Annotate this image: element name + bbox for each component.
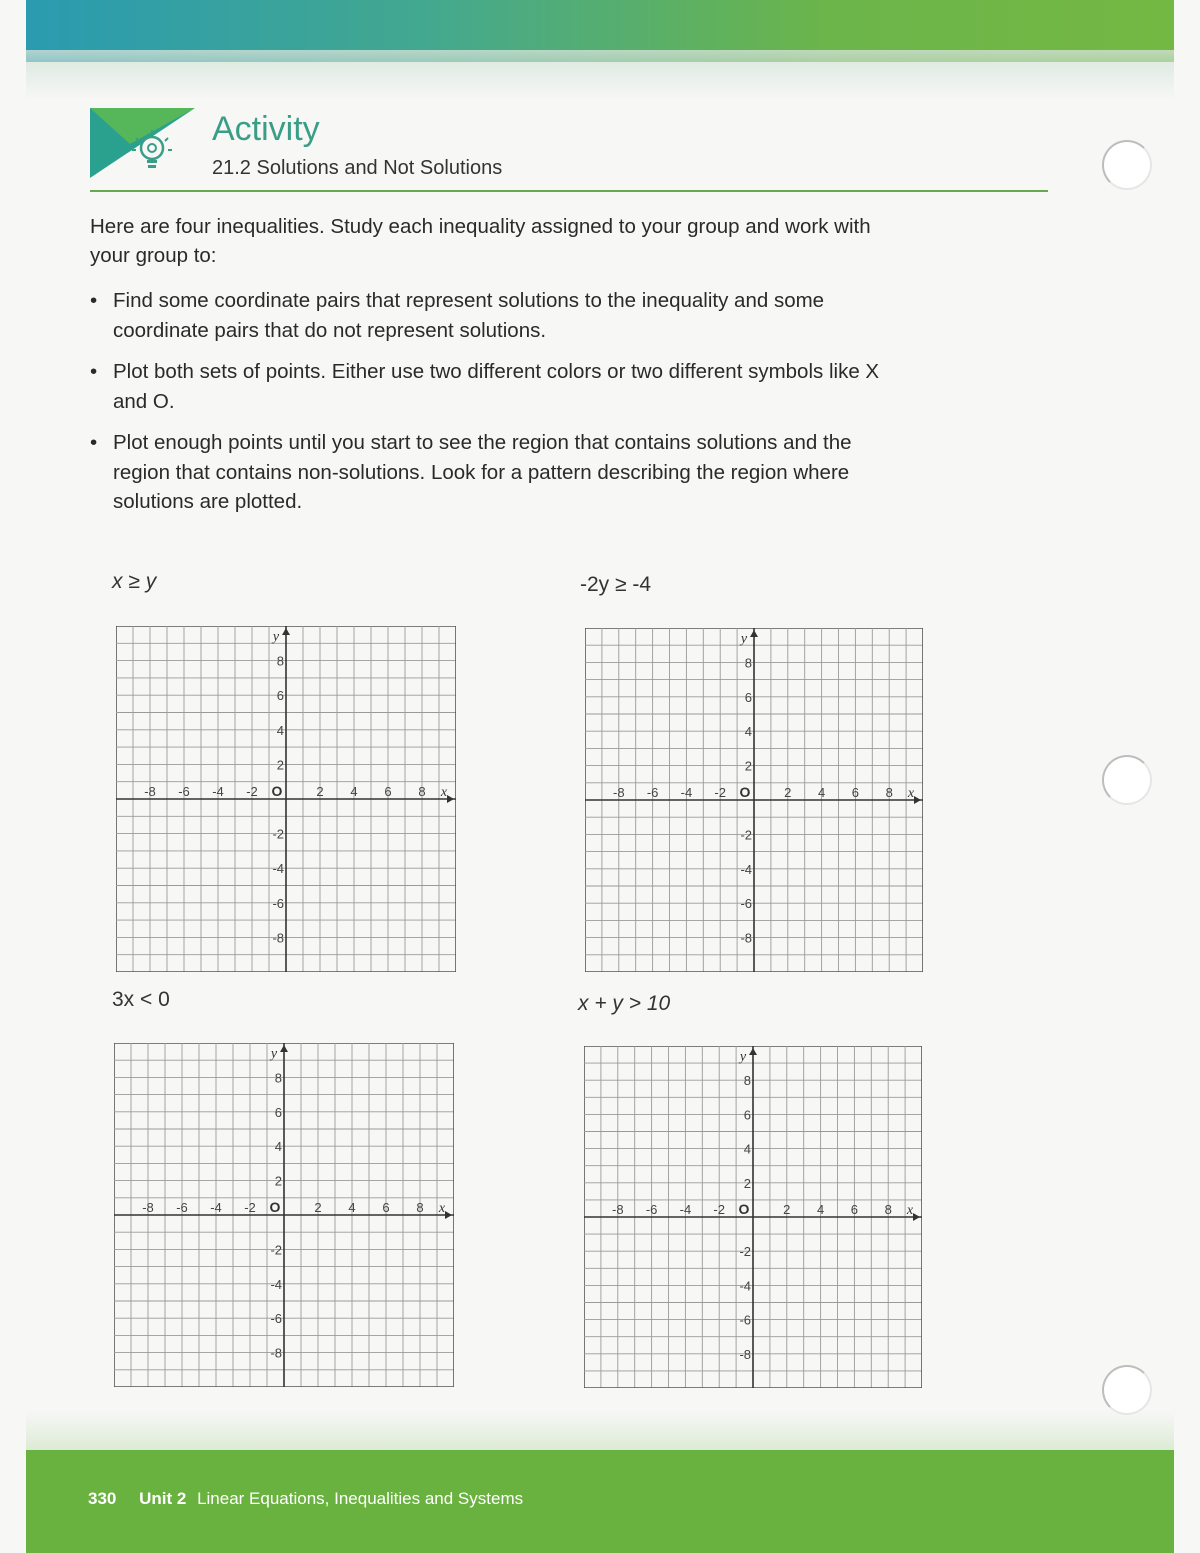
x-axis-label: x [438,1201,446,1216]
lightbulb-icon [90,108,200,180]
inequality-label-3: 3x < 0 [112,988,170,1011]
x-tick-label: 8 [416,1200,424,1215]
y-tick-label: 8 [743,1073,751,1089]
x-tick-label: -4 [679,1202,692,1217]
binder-hole-top [1102,140,1152,190]
task-item: • Find some coordinate pairs that represent solutions to the inequality and some coordinate pairs that do not represent solutions. [90,286,910,345]
x-axis-label: x [907,786,915,801]
x-tick-label: -8 [613,785,625,800]
intro-text: Here are four inequalities. Study each inequality assigned to your group and work with your group to: [90,215,871,267]
coordinate-grid-1[interactable] [116,626,456,972]
inequality-label-4: x + y > 10 [578,992,671,1015]
y-tick-label: -2 [272,826,284,842]
x-tick-label: -6 [646,785,659,800]
x-axis-label: x [440,785,448,800]
x-axis-label: x [906,1203,914,1218]
x-tick-label: -2 [713,1202,725,1217]
x-tick-label: 8 [884,1202,892,1217]
y-tick-label: 8 [276,653,284,669]
page-number: 330 [88,1489,117,1508]
x-tick-label: -8 [612,1202,624,1217]
x-tick-label: 8 [418,784,426,799]
x-axis-arrow [445,1211,452,1219]
y-axis-label: y [739,1049,747,1065]
binder-hole-middle [1102,755,1152,805]
y-tick-label: -4 [740,861,752,877]
y-axis-label: y [740,631,748,647]
x-tick-label: 2 [783,1202,791,1217]
x-tick-label: 6 [851,785,860,800]
inequality-label-2: -2y ≥ -4 [580,573,652,596]
y-tick-label: 2 [743,1175,751,1191]
x-tick-label: -4 [210,1200,222,1215]
x-tick-label: 4 [817,785,826,800]
y-tick-label: 2 [274,1173,282,1189]
x-tick-label: 4 [816,1202,825,1217]
y-tick-label: 6 [276,688,284,704]
y-tick-label: 4 [276,722,284,738]
y-axis-label: y [272,629,280,645]
y-tick-label: 4 [744,724,752,740]
x-tick-label: 6 [384,784,392,799]
x-tick-label: -4 [212,784,224,799]
binder-hole-bottom [1102,1365,1152,1415]
x-tick-label: 4 [350,784,358,799]
y-tick-label: -6 [739,1312,751,1328]
x-tick-label: -6 [176,1200,188,1215]
x-axis-arrow [447,795,454,803]
origin-label: O [738,1201,750,1217]
x-tick-label: 6 [850,1202,859,1217]
page-footer [88,1489,523,1509]
x-axis-arrow [914,796,921,804]
y-tick-label: -4 [270,1276,282,1292]
activity-title: Activity [212,110,320,148]
y-tick-label: -2 [740,827,752,843]
y-tick-label: -8 [272,930,284,946]
x-tick-label: 2 [314,1200,322,1215]
y-tick-label: -8 [740,930,752,946]
y-tick-label: 8 [274,1070,282,1086]
y-axis-arrow [280,1045,288,1052]
inequality-label-1: x ≥ y [112,570,157,593]
coordinate-grid-3[interactable] [114,1043,454,1387]
x-tick-label: -8 [144,784,156,799]
y-tick-label: 4 [743,1141,751,1157]
x-tick-label: 6 [382,1200,390,1215]
x-tick-label: 2 [784,785,792,800]
y-tick-label: -2 [270,1242,282,1258]
task-list [90,286,910,529]
x-tick-label: 2 [316,784,324,799]
y-tick-label: -4 [272,861,284,877]
activity-subtitle: 21.2 Solutions and Not Solutions [212,157,503,179]
y-tick-label: -8 [270,1345,282,1361]
y-axis-arrow [749,1048,757,1055]
y-tick-label: 6 [743,1107,751,1123]
y-tick-label: 2 [744,758,752,774]
y-tick-label: -4 [739,1278,751,1294]
task-item: • Plot enough points until you start to see the region that contains solutions and the region that contains non-solutions. Look for a pattern describing the region where solutions are plotted. [90,428,910,517]
bottom-band-shadow [26,1412,1174,1452]
y-axis-label: y [270,1046,278,1062]
y-tick-label: -6 [740,896,752,912]
coordinate-grid-2[interactable] [585,628,923,972]
x-tick-label: 4 [348,1200,356,1215]
y-tick-label: -2 [739,1244,751,1260]
y-axis-arrow [282,628,290,635]
x-tick-label: -4 [680,785,693,800]
y-tick-label: -6 [270,1311,282,1327]
task-item: • Plot both sets of points. Either use two different colors or two different symbols like X and O. [90,357,910,416]
origin-label: O [739,784,751,800]
y-tick-label: 8 [744,655,752,671]
unit-title: Linear Equations, Inequalities and Systems [197,1489,524,1508]
y-tick-label: 6 [274,1104,282,1120]
unit-number: Unit 2 [139,1489,187,1508]
y-tick-label: 6 [744,689,752,705]
origin-label: O [269,1199,281,1215]
coordinate-grid-4[interactable] [584,1046,922,1388]
x-tick-label: 8 [885,785,893,800]
top-band-shadow [26,50,1174,100]
x-tick-label: -6 [178,784,190,799]
x-tick-label: -8 [142,1200,154,1215]
x-axis-arrow [913,1213,920,1221]
origin-label: O [271,783,283,799]
y-tick-label: 2 [276,757,284,773]
x-tick-label: -2 [714,785,726,800]
y-axis-arrow [750,630,758,637]
y-tick-label: -8 [739,1346,751,1362]
header-divider [90,190,1048,192]
y-tick-label: -6 [272,895,284,911]
x-tick-label: -2 [244,1200,256,1215]
y-tick-label: 4 [274,1139,282,1155]
x-tick-label: -6 [645,1202,658,1217]
x-tick-label: -2 [246,784,258,799]
